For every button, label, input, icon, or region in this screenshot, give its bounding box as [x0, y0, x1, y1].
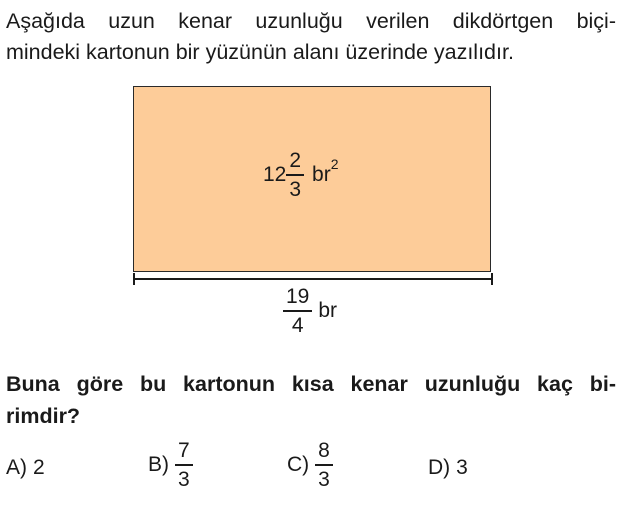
area-numerator: 2	[289, 149, 302, 172]
area-exponent: 2	[330, 155, 339, 172]
option-a-value: 2	[33, 456, 45, 479]
option-b-denominator: 3	[178, 467, 190, 491]
option-c[interactable]	[287, 440, 333, 490]
intro-line-1: Aşağıda uzun kenar uzunluğu verilen dikdörtgen biçi-	[6, 9, 616, 33]
area-label	[263, 150, 339, 200]
option-b[interactable]	[148, 440, 193, 490]
option-a-label: A)	[6, 456, 27, 479]
side-numerator: 19	[286, 285, 310, 308]
option-c-denominator: 3	[318, 467, 330, 491]
option-b-numerator: 7	[178, 439, 190, 462]
option-a[interactable]	[6, 456, 45, 480]
option-c-numerator: 8	[318, 439, 330, 462]
option-c-fraction	[315, 440, 333, 490]
option-d-value: 3	[456, 456, 468, 479]
option-d[interactable]	[428, 456, 468, 480]
question-text	[6, 368, 616, 432]
long-side-label	[283, 286, 337, 336]
question-line-2: rimdir?	[6, 404, 81, 428]
area-fraction	[286, 150, 304, 200]
dimension-line	[133, 278, 493, 280]
area-whole: 12	[263, 162, 287, 186]
option-d-label: D)	[428, 456, 451, 479]
side-denominator: 4	[291, 313, 304, 337]
question-line-1: Buna göre bu kartonun kısa kenar uzunluğu kaç bi-	[6, 372, 616, 396]
option-c-label: C)	[287, 452, 310, 476]
area-denominator: 3	[289, 177, 302, 201]
dimension-tick-left	[133, 273, 135, 285]
problem-intro	[6, 6, 616, 68]
side-fraction	[283, 286, 312, 336]
intro-line-2: mindeki kartonun bir yüzünün alanı üzerinde yazılıdır.	[6, 40, 514, 64]
dimension-tick-right	[491, 273, 493, 285]
option-b-fraction	[175, 440, 193, 490]
area-unit: br	[312, 162, 331, 186]
option-b-label: B)	[148, 452, 169, 476]
side-unit: br	[318, 298, 338, 322]
